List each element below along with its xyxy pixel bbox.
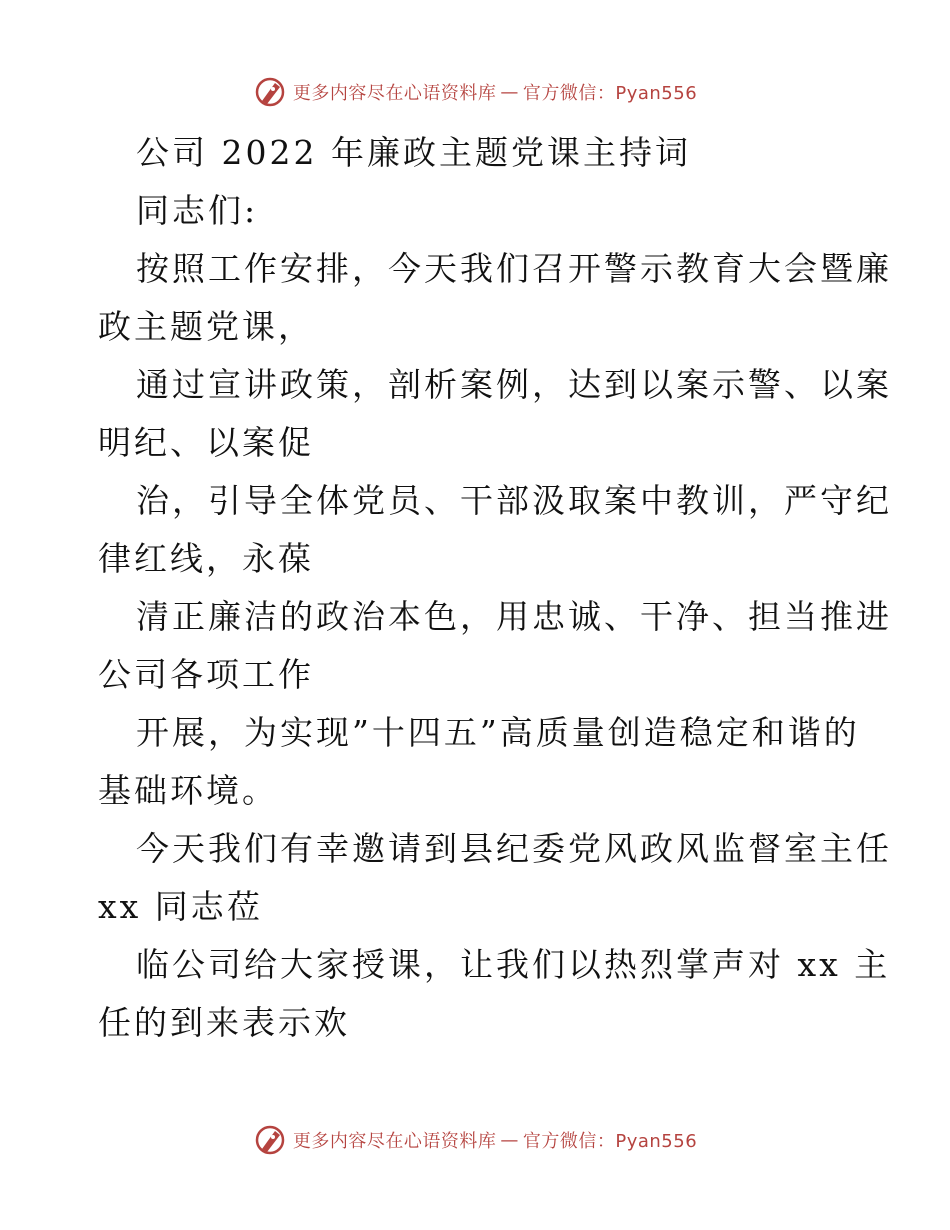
paragraph-line: 按照工作安排，今天我们召开警示教育大会暨廉: [136, 249, 892, 288]
paragraph-line: 律红线，永葆: [98, 539, 314, 578]
banner-contact: 官方微信：Pyan556: [522, 1131, 698, 1152]
paragraph-line: 通过宣讲政策，剖析案例，达到以案示警、以案: [136, 365, 892, 404]
paragraph-line: 开展，为实现”十四五”高质量创造稳定和谐的: [136, 713, 860, 752]
paragraph-line: 清正廉洁的政治本色，用忠诚、干净、担当推进: [136, 597, 892, 636]
paragraph-line: 任的到来表示欢: [98, 1003, 350, 1042]
banner-contact: 官方微信：Pyan556: [522, 83, 698, 104]
header-watermark-banner: [0, 72, 950, 112]
footer-watermark-banner: [0, 1120, 950, 1160]
paragraph-line: xx 同志莅: [98, 887, 263, 926]
document-title: 公司 2022 年廉政主题党课主持词: [136, 133, 691, 172]
banner-text: 更多内容尽在心语资料库: [292, 83, 497, 104]
banner-separator: —: [500, 1129, 519, 1151]
paragraph-line: 今天我们有幸邀请到县纪委党风政风监督室主任: [136, 829, 892, 868]
paragraph-line: 临公司给大家授课，让我们以热烈掌声对 xx 主: [136, 945, 891, 984]
document-body: [98, 124, 892, 1052]
banner-separator: —: [500, 81, 519, 103]
paragraph-line: 明纪、以案促: [98, 423, 314, 462]
pen-nib-logo-icon: [253, 75, 287, 109]
pen-nib-logo-icon: [253, 1123, 287, 1157]
paragraph-line: 基础环境。: [98, 771, 278, 810]
salutation: 同志们:: [136, 191, 259, 230]
paragraph-line: 公司各项工作: [98, 655, 314, 694]
paragraph-line: 治，引导全体党员、干部汲取案中教训，严守纪: [136, 481, 892, 520]
banner-text: 更多内容尽在心语资料库: [292, 1131, 497, 1152]
paragraph-line: 政主题党课，: [98, 307, 314, 346]
